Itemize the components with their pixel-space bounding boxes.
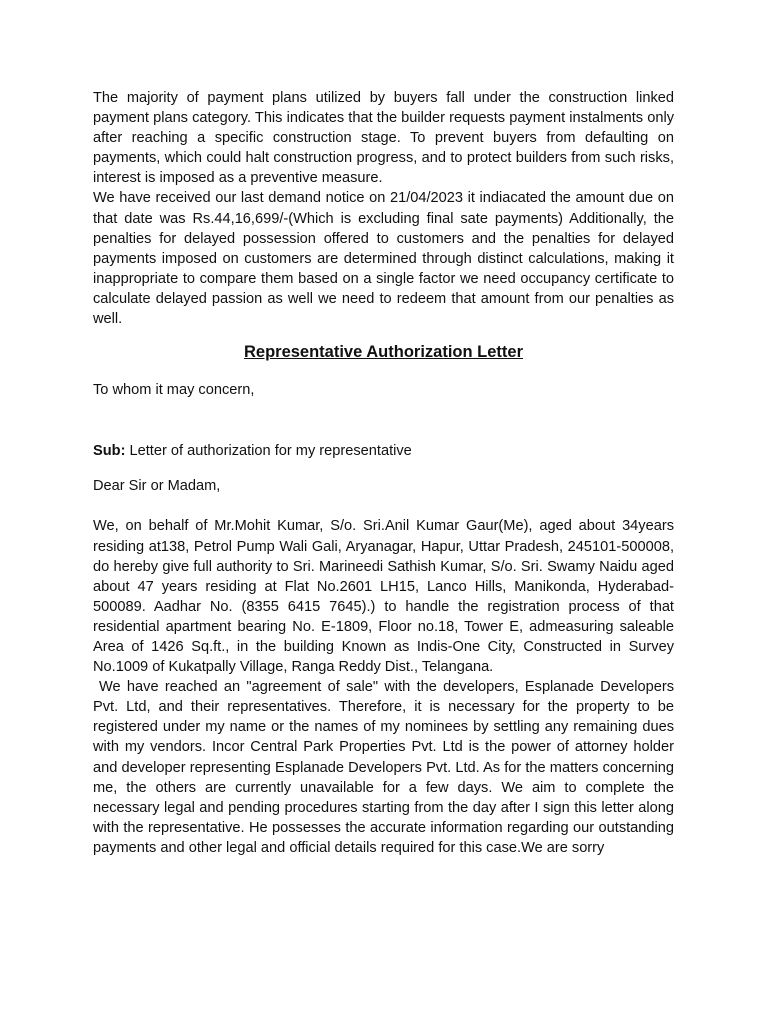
letter-title: Representative Authorization Letter [243, 343, 524, 362]
document-page [93, 88, 674, 858]
paragraph-authorization: We, on behalf of Mr.Mohit Kumar, S/o. Sri.Anil Kumar Gaur(Me), aged about 34years residing at138, Petrol Pump Wali Gali, Aryanagar, Hapur, Uttar Pradesh, 245101-500008, do hereby give full authority to Sri. Marineedi Sathish Kumar, S/o. Sri. Swamy Naidu aged about 47 years residing at Flat No.2601 LH15, Lanco Hills, Manikonda, Hyderabad-500089. Aadhar No. (8355 6415 7645).) to handle the registration process of that residential apartment bearing No. E-1809, Floor no.18, Tower E, admeasuring saleable Area of 1426 Sq.ft., in the building Known as Indis-One City, Constructed in Survey No.1009 of Kukatpally Village, Ranga Reddy Dist., Telangana. [93, 518, 674, 676]
paragraph-agreement: We have reached an "agreement of sale" with the developers, Esplanade Developers Pvt. Ltd, and their representatives. Therefore, it is necessary for the property to be registered under my name or the names of my nominees by settling any remaining dues with my vendors. Incor Central Park Properties Pvt. Ltd is the power of attorney holder and developer representing Esplanade Developers Pvt. Ltd. As for the matters concerning me, the others are currently unavailable for a few days. We aim to complete the necessary legal and pending procedures starting from the day after I sign this letter along with the representative. He possesses the accurate information regarding our outstanding payments and other legal and official details required for this case.We are sorry [93, 679, 674, 856]
subject-text: Letter of authorization for my representative [125, 443, 412, 460]
salutation-general: To whom it may concern, [93, 382, 255, 399]
salutation: Dear Sir or Madam, [93, 478, 221, 495]
subject-label: Sub: [93, 443, 126, 460]
paragraph-payment-plans: The majority of payment plans utilized by buyers fall under the construction linked payment plans category. This indicates that the builder requests payment instalments only after reaching a specific construction stage. To prevent buyers from defaulting on payments, which could halt construction progress, and to protect builders from such risks, interest is imposed as a preventive measure. [93, 90, 674, 187]
paragraph-demand-notice: We have received our last demand notice on 21/04/2023 it indiacated the amount due on that date was Rs.44,16,699/-(Which is excluding final sate payments) Additionally, the penalties for delayed possession offered to customers and the penalties for delayed payments imposed on customers are determined through distinct calculations, making it inappropriate to compare them based on a single factor we need occupancy certificate to calculate delayed passion as well we need to redeem that amount from our penalties as well. [93, 190, 674, 328]
subject-line [93, 441, 674, 461]
